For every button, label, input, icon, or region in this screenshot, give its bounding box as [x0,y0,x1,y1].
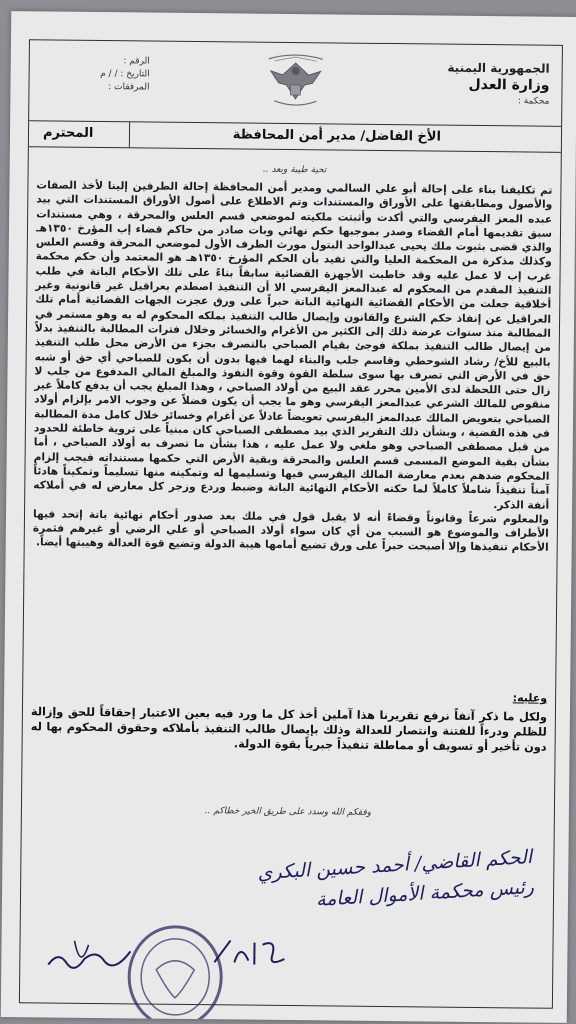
document-sheet [1,11,576,1023]
ref-number-label: الرقم : [123,56,150,67]
yemen-eagle-emblem-icon [260,49,331,116]
recipient-line: الأخ الفاضل/ مدير أمن المحافظة [232,127,442,145]
signatory-name: الحكم القاضي/ أحمد حسين البكري [256,846,533,885]
date-label: التاريخ : / / م [100,68,150,80]
salutation: تحية طيبة وبعد .. [262,164,327,176]
country-title: الجمهورية اليمنية [447,60,550,76]
closing-line: وفقكم الله وسدد على طريق الخير خطاكم .. [204,806,372,818]
signatory-title: رئيس محكمة الأموال العامة [315,875,535,911]
letter-body [33,178,553,555]
signature-date-scrawl [210,932,290,978]
ministry-name: وزارة العدل [468,76,550,94]
signature-block [257,842,535,918]
letterhead [29,40,562,127]
therefore-heading: وعليه: [512,691,548,705]
court-label: محكمة : [517,96,550,107]
attachments-label: المرفقات : [108,82,150,93]
address-divider [129,121,130,147]
body-paragraph: والمعلوم شرعاً وقانوناً وقضاءً أنه لا يقبل قول في ملك بعد صدور أحكام نهائية باتة إتحد فيها الأطراف والموضوع هو السبب من أي كان سواء أولاد الصباحي أو علي الرضي أو غيرهم فثمرة الأحكام تنفيذها وإلا أصبحت حبراً على ورق تضيع أمامها هيبة الدولة وتضيع قوة العدالة وهيبتها أيضاً. [32,508,550,555]
respected-label: المحترم [42,125,94,141]
date-scrawl-graphic [210,932,290,973]
emblem-graphic [260,49,331,112]
letterhead-left [39,54,149,94]
document-frame [19,39,563,1009]
letterhead-right [447,61,550,107]
address-row [29,120,561,153]
conclusion-paragraph: ولكل ما ذكر آنفاً نرفع تقريرنا هذا آملين أخذ كل ما ورد فيه بعين الاعتبار إحقاقاً للحق وإزالة للظلم ودرءاً للفتنة وانتصار للعدالة وذلك بإيصال طالب التنفيذ بأملاكه وحقوق المحكوم بها له دون تأخير أو تسويف أو مماطلة تنفيذاً جبرياً بقوة الدولة. [30,705,547,754]
body-paragraph: تم تكليفنا بناء على إحالة أبو علي السالمي ومدير أمن المحافظة إحالة الطرفين إلينا لأخذ الصفات والأصول ومطابقتها على الأوراق والمستندات وتم الاطلاع على أصول الأوراق المستندات التي بيد عبده المعز اليفرسي والتي أكدت وأثبتت ملكيته لموضعي قسم العلس والمحرقة ، وهي مستندات سبق تقديمها أمام القضاء وصدر بموجبها حكم نهائي وبات صادر من حاكم قضاء إب المؤرخ ١٣٥٠هـ والذي قضى بثبوت ملك يحيى عبدالواحد البتول مورث الطرف الأول لموضعي المحرقة وقسم العلس وكذلك مذكرة من المحكمة العليا والتي تفيد بأن الحكم المؤرخ ١٣٥٠هـ هو المعتمد وأن حكم محكمة غرب إب لا عمل عليه وقد خاطبت الأجهزة القضائية سابقاً بناءً على تلك الأحكام الباتة في طلب التنفيذ المقدم من المحكوم له عبدالمعز اليفرسي الا أن التنفيذ اصطدم بعراقيل غير قانونية وغير أخلاقية جعلت من الأحكام القضائية النهائية الباتة حبراً على ورق عجزت الجهات القضائية أمام تلك العراقيل عن إنفاذ حكم الشرع والقانون وإيصال طالب التنفيذ بملكه المحكوم له به وهو مستمر في المطالبة منذ سنوات عرضة ذلك إلى الكثير من الأغرام والخسائر وخلال فترات المطالبة بالتنفيذ بدلاً من إيصال طالب التنفيذ بملكة فوجئ بقيام الصباحي بالتصرف بجزء من الأرض محل طلب التنفيذ بالبيع للأخ/ رشاد الشوحطي وقاسم جلب والبناء لهما فيها بدون أن يكون للصباحي أي حق أو شبه حق في الأرض التي تصرف بها سوى سلطة القوة وقوة النفوذ والمبلغ المالي المدفوع من جلب لا زال حتى اللحظة لدى الأمين محرر عقد البيع من أولاد الصباحي ، وهذا المبلغ يجب أن يدفع كاملاً غير منقوص للمالك الشرعي عبدالمعز اليفرسي وهو ما يجب أن يكون فضلاً عن وجوب الامر بإلزام أولاد الصباحي بتعويض المالك عبدالمعز اليفرسي تعويضاً عادلاً عن أغرام وخسائر خلال كامل مدة المطالبة في هذه القضية ، وبشأن ذلك التقرير الذي بيد مصطفى الصباحي كان مبنياً على تروية خاطئة للحدود من قبل مصطفى الصباحي وهو ملغي ولا عمل عليه ، هذا بشأن ما تصرف به أولاد الصباحي ، أما بشأن بقية الموضع المسمى قسم العلس والمحرقة وبقية الأرض التي حكمها مستنداته فيجب إلزام المحكوم ضدهم بعدم معارضة المالك اليفرسي فيها وتسليمها له وتمكينه منها تسليماً وتمكيناً هادئاً آمناً تنفيذاً شاملاً كاملاً لما حكته الأحكام النهائية الباتة وضبط وردع وزجر كل معارض له في أملاكه أنفة الذكر. [33,179,553,512]
